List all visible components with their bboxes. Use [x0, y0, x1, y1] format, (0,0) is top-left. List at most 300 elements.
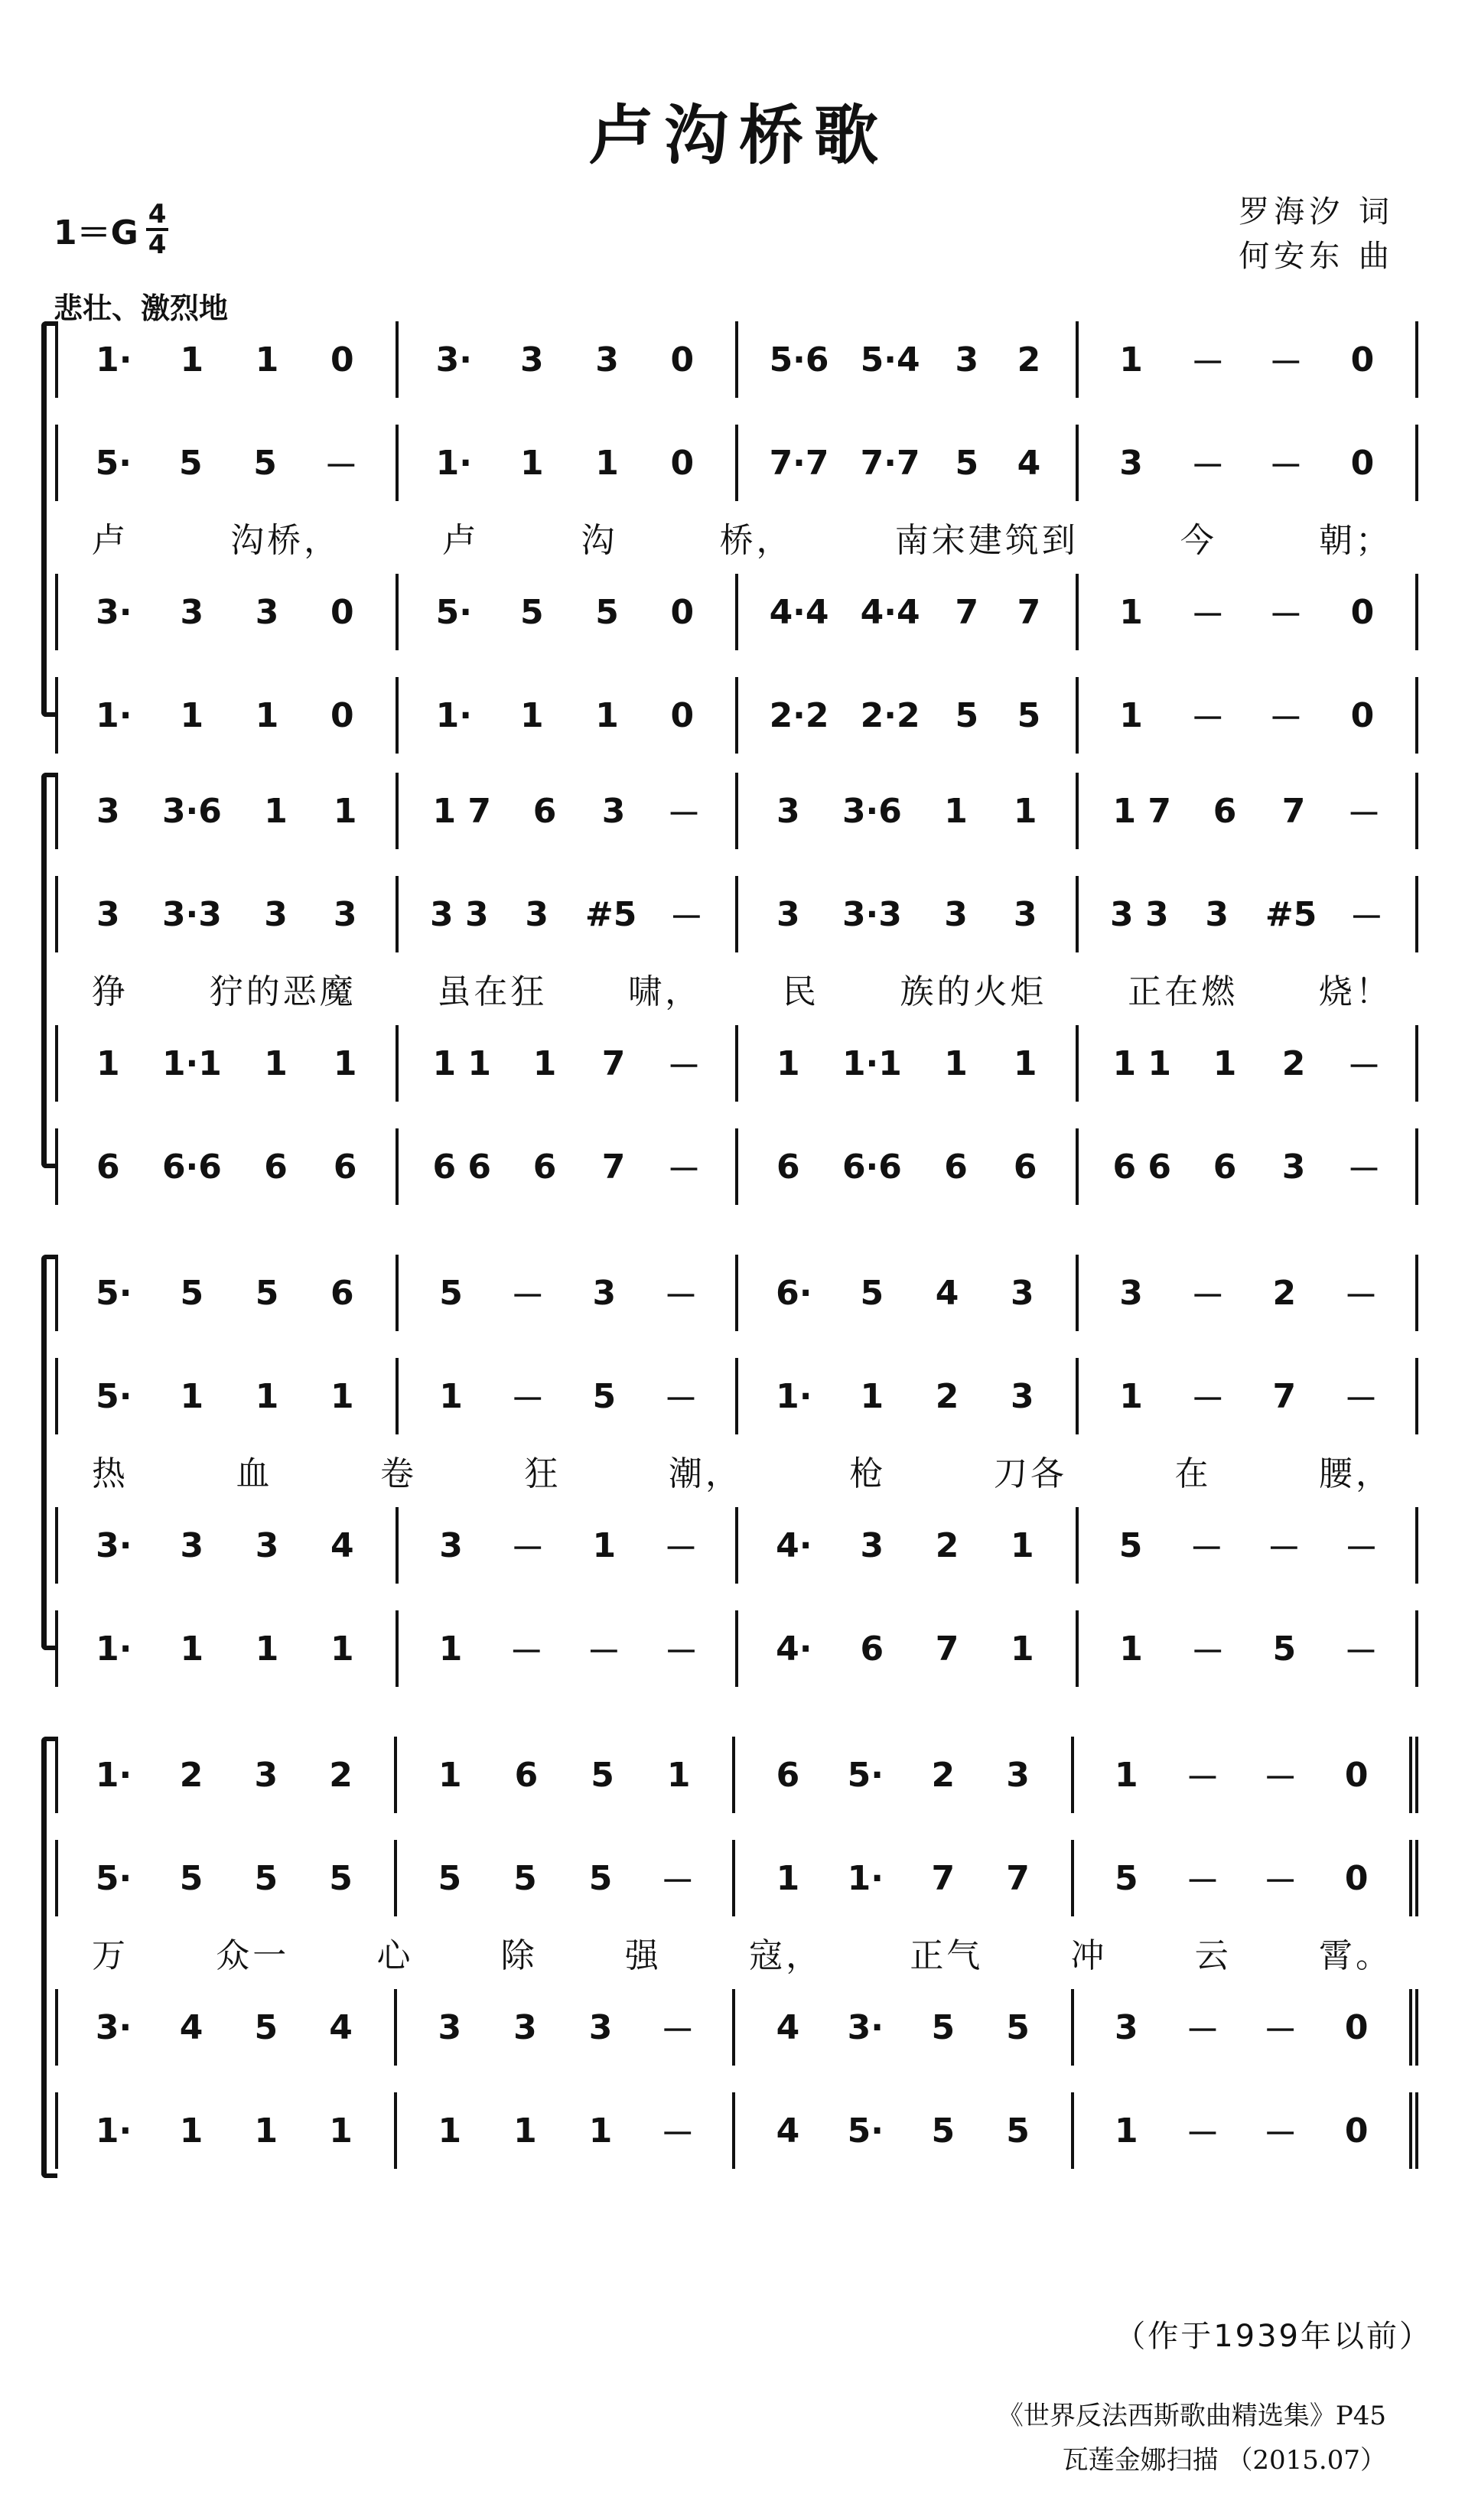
note: 5: [439, 1273, 463, 1313]
note: 0: [670, 443, 695, 483]
note: 0: [330, 592, 354, 632]
note: 6: [514, 1755, 539, 1795]
lyric-word: 强: [624, 1936, 662, 1975]
note: 6: [776, 1755, 800, 1795]
note: 3: [1281, 1147, 1306, 1187]
note: 1·1: [842, 1043, 902, 1083]
lyrics-line: [92, 513, 1392, 566]
note: 6: [532, 1147, 557, 1187]
note: 5: [860, 1273, 884, 1313]
measure: [1074, 2092, 1419, 2169]
note: 3·6: [842, 791, 902, 831]
tempo-marking: 悲壮、激烈地: [54, 291, 229, 325]
note: 3: [519, 340, 544, 379]
note: 6: [776, 1147, 800, 1187]
note: 3·: [847, 2007, 884, 2047]
note: 1: [333, 791, 357, 831]
note: 0: [1350, 340, 1375, 379]
note: －: [1190, 1277, 1225, 1316]
note: －: [510, 1380, 545, 1419]
lyric-word: 烧！: [1318, 972, 1392, 1011]
note: 4·: [776, 1629, 812, 1669]
measure: [58, 1507, 399, 1584]
lyric-word: 虽在狂: [437, 972, 548, 1011]
note: 1: [1115, 1755, 1138, 1795]
lyric-word: 云: [1194, 1936, 1232, 1975]
note: －: [1263, 1759, 1297, 1798]
lyric-word: 除: [500, 1936, 538, 1975]
note: 3: [1119, 443, 1143, 483]
note: 5·6: [769, 340, 829, 379]
lyric-word: 刀各: [994, 1454, 1067, 1493]
note: 5·: [95, 443, 132, 483]
note: 1: [180, 1629, 204, 1669]
measure: [397, 1840, 736, 1916]
note: 0: [1344, 2007, 1369, 2047]
note: 4: [329, 2007, 353, 2047]
note: 2·2: [860, 695, 920, 735]
note: 5: [595, 592, 619, 632]
measure: [399, 876, 739, 952]
note: 7·7: [769, 443, 829, 483]
measure: [58, 1128, 399, 1205]
measure: [58, 321, 399, 398]
measure: [1079, 425, 1419, 501]
note: 0: [1350, 592, 1375, 632]
note: 1: [588, 2111, 613, 2150]
note: 5: [931, 2111, 955, 2150]
measure: [58, 574, 399, 650]
note: －: [1263, 2011, 1297, 2050]
note: 3: [180, 1525, 204, 1565]
note: 1: [1011, 1629, 1034, 1669]
note: 2: [1017, 340, 1041, 379]
note: 1: [96, 1043, 120, 1083]
measure: [1079, 1610, 1419, 1687]
note: 3: [439, 1525, 463, 1565]
note: 3: [1011, 1376, 1034, 1416]
note: 1: [1013, 791, 1037, 831]
note: 5: [1006, 2111, 1030, 2150]
note: 1: [1011, 1525, 1034, 1565]
note: 6: [1213, 1147, 1237, 1187]
note: 3·: [96, 1525, 132, 1565]
measure: [399, 1255, 739, 1331]
lyric-word: 狂: [524, 1454, 562, 1493]
note: 2·2: [769, 695, 829, 735]
note: －: [1190, 699, 1225, 738]
note: －: [1268, 596, 1303, 635]
lyrics-line: [92, 964, 1392, 1017]
note: －: [1343, 1633, 1378, 1672]
lyric-word: 沟桥，: [230, 521, 341, 560]
note: －: [1190, 343, 1225, 383]
measure: [738, 425, 1079, 501]
note: 1·: [95, 2111, 132, 2150]
measure: [1079, 773, 1419, 849]
note: 1: [860, 1376, 884, 1416]
note: －: [1347, 1151, 1381, 1190]
note: 3: [1205, 894, 1229, 934]
note: 1: [666, 1755, 691, 1795]
note: －: [667, 795, 701, 834]
lyric-word: 桥，: [719, 521, 793, 560]
note: 5: [955, 695, 979, 735]
note: －: [663, 1277, 698, 1316]
note: 0: [1344, 1858, 1369, 1898]
staff-row: [55, 1128, 1418, 1205]
measure: [1079, 1507, 1419, 1584]
note: 3: [592, 1273, 617, 1313]
measure: [1079, 876, 1419, 952]
note: 1: [776, 1043, 800, 1083]
composer: 何安东 曲: [1239, 239, 1394, 274]
measure: [58, 677, 399, 754]
note: 5: [179, 1858, 203, 1898]
note: 5·: [435, 592, 472, 632]
measure: [399, 677, 739, 754]
staff-row: [55, 677, 1418, 754]
note: 1: [1013, 1043, 1037, 1083]
note: 1: [513, 2111, 537, 2150]
measure: [1079, 677, 1419, 754]
measure: [399, 773, 739, 849]
note: 0: [1350, 443, 1375, 483]
lyric-word: 在: [1174, 1454, 1212, 1493]
staff-row: [55, 1840, 1418, 1916]
lyric-word: 潮，: [669, 1454, 742, 1493]
lyric-word: 卢: [442, 521, 480, 560]
measure: [397, 1989, 736, 2066]
note: －: [663, 1529, 698, 1568]
note: 1: [1213, 1043, 1237, 1083]
lyric-word: 众一: [216, 1936, 290, 1975]
note: 5: [955, 443, 979, 483]
note: －: [1190, 596, 1225, 635]
note: 5: [438, 1858, 462, 1898]
note: 2: [1272, 1273, 1297, 1313]
note: 5: [592, 1376, 617, 1416]
note: 7: [601, 1043, 626, 1083]
note: 5: [513, 1858, 537, 1898]
measure: [399, 321, 739, 398]
note: 1·1: [161, 1043, 222, 1083]
staff-row: [55, 1737, 1418, 1813]
measure: [58, 2092, 397, 2169]
note: 7: [955, 592, 979, 632]
measure: [738, 773, 1079, 849]
measure: [735, 1840, 1074, 1916]
lyric-word: 血: [236, 1454, 273, 1493]
measure: [1074, 1840, 1419, 1916]
lyric-word: 正在燃: [1128, 972, 1239, 1011]
time-signature-denominator: 4: [148, 230, 167, 260]
composition-date-note: （作于1939年以前）: [1115, 2319, 1432, 2354]
note: 1: [180, 1376, 204, 1416]
measure: [1079, 1128, 1419, 1205]
lyrics-line: [92, 1446, 1392, 1499]
note: 3: [438, 2007, 462, 2047]
staff-row: [55, 1025, 1418, 1102]
measure: [399, 574, 739, 650]
lyric-word: 啸，: [628, 972, 702, 1011]
note: －: [510, 1529, 545, 1568]
note: 5: [1006, 2007, 1030, 2047]
note: 3·: [435, 340, 472, 379]
note: 5: [931, 2007, 955, 2047]
note: 3: [588, 2007, 613, 2047]
note: 1: [255, 695, 279, 735]
note: 7: [1017, 592, 1041, 632]
measure: [738, 1358, 1079, 1434]
note: 3: [601, 791, 626, 831]
note: 1: [330, 1629, 354, 1669]
note: －: [1268, 343, 1303, 383]
note: 1: [264, 791, 288, 831]
note: 3: [333, 894, 357, 934]
note: 0: [1344, 2111, 1369, 2150]
staff-row: [55, 2092, 1418, 2169]
note: 5·: [847, 2111, 884, 2150]
note: 1: [519, 443, 544, 483]
measure: [399, 1507, 739, 1584]
lyric-word: 冲: [1070, 1936, 1108, 1975]
note: 1 1: [1112, 1043, 1172, 1083]
note: －: [1190, 447, 1225, 486]
note: 5: [1272, 1629, 1297, 1669]
note: 1: [1115, 2111, 1138, 2150]
note: －: [509, 1633, 544, 1672]
lyric-word: 今: [1180, 521, 1217, 560]
lyric-word: 心: [376, 1936, 414, 1975]
note: 5: [519, 592, 544, 632]
measure: [397, 2092, 736, 2169]
note: －: [1263, 1862, 1297, 1901]
note: 1: [255, 1629, 279, 1669]
lyric-word: 寇，: [749, 1936, 823, 1975]
note: 7: [1006, 1858, 1030, 1898]
note: －: [1190, 1380, 1225, 1419]
measure: [738, 876, 1079, 952]
note: 5·: [96, 1273, 132, 1313]
note: －: [663, 1380, 698, 1419]
note: 4: [935, 1273, 959, 1313]
note: 5·: [847, 1755, 884, 1795]
note: 3: [525, 894, 549, 934]
lyric-word: 卷: [380, 1454, 417, 1493]
note: －: [1347, 795, 1381, 834]
note: 3·3: [161, 894, 222, 934]
note: 3: [944, 894, 968, 934]
note: 4: [776, 2007, 800, 2047]
measure: [1079, 321, 1419, 398]
note: 3: [776, 791, 800, 831]
note: 3: [1013, 894, 1037, 934]
note: 3: [1006, 1755, 1030, 1795]
note: 1: [439, 1376, 463, 1416]
note: －: [1268, 699, 1303, 738]
note: 1: [776, 1858, 800, 1898]
note: －: [1343, 1277, 1378, 1316]
note: －: [660, 1862, 695, 1901]
note: 0: [330, 695, 354, 735]
note: －: [667, 1151, 701, 1190]
note: 1: [255, 340, 279, 379]
note: 1: [592, 1525, 617, 1565]
note: 3: [1011, 1273, 1034, 1313]
note: 3: [955, 340, 979, 379]
note: 1·: [96, 1629, 132, 1669]
note: 5·: [96, 1376, 132, 1416]
note: －: [1349, 898, 1384, 937]
note: 5: [255, 1273, 279, 1313]
note: 3: [1115, 2007, 1138, 2047]
note: 1: [438, 2111, 462, 2150]
note: 0: [670, 592, 695, 632]
note: 6: [96, 1147, 120, 1187]
measure: [1074, 1989, 1419, 2066]
measure: [399, 1358, 739, 1434]
note: 0: [1350, 695, 1375, 735]
note: －: [1267, 1529, 1301, 1568]
note: 1·: [96, 695, 132, 735]
note: －: [1190, 1633, 1225, 1672]
note: 3: [96, 894, 120, 934]
note: 1: [255, 1376, 279, 1416]
note: 5·: [95, 1858, 132, 1898]
note: 3: [255, 1525, 279, 1565]
note: －: [1185, 1862, 1219, 1901]
note: 7·7: [860, 443, 920, 483]
lyric-word: 民: [782, 972, 819, 1011]
note: 1: [1119, 340, 1143, 379]
note: 1·: [435, 695, 472, 735]
note: 7: [1281, 791, 1306, 831]
note: －: [660, 2115, 695, 2154]
note: 4: [179, 2007, 203, 2047]
note: 6: [532, 791, 557, 831]
note: 1: [329, 2111, 353, 2150]
note: 1: [595, 443, 619, 483]
note: 1: [180, 340, 204, 379]
staff-row: [55, 773, 1418, 849]
note: 6: [333, 1147, 357, 1187]
note: 5: [329, 1858, 353, 1898]
note: 3: [513, 2007, 537, 2047]
note: 1: [330, 1376, 354, 1416]
note: 5: [588, 1858, 613, 1898]
note: －: [1185, 1759, 1219, 1798]
key-signature: [54, 200, 168, 259]
note: 2: [931, 1755, 955, 1795]
note: 3: [180, 592, 204, 632]
note: 4·4: [860, 592, 920, 632]
note: 1·: [95, 1755, 132, 1795]
note: 6: [860, 1629, 884, 1669]
key-label: 1＝G: [54, 213, 138, 252]
measure: [738, 677, 1079, 754]
lyric-word: 腰，: [1319, 1454, 1392, 1493]
note: 6: [1013, 1147, 1037, 1187]
note: －: [660, 2011, 695, 2050]
note: 7: [935, 1629, 959, 1669]
note: 1·: [96, 340, 132, 379]
note: 3: [264, 894, 288, 934]
note: 1: [944, 1043, 968, 1083]
measure: [738, 1507, 1079, 1584]
measure: [58, 1840, 397, 1916]
lyric-word: 正气: [910, 1936, 984, 1975]
note: 3: [96, 791, 120, 831]
note: 3 3: [1110, 894, 1169, 934]
measure: [58, 1255, 399, 1331]
lyric-word: 狞的恶魔: [209, 972, 356, 1011]
note: 3: [254, 1755, 278, 1795]
lyric-word: 族的火炬: [900, 972, 1047, 1011]
measure: [58, 1610, 399, 1687]
note: 1 7: [1112, 791, 1172, 831]
note: 6: [944, 1147, 968, 1187]
measure: [397, 1737, 736, 1813]
note: 5: [178, 443, 203, 483]
note: 1: [333, 1043, 357, 1083]
lyric-word: 沟: [581, 521, 618, 560]
lyrics-line: [92, 1928, 1392, 1981]
measure: [1079, 1358, 1419, 1434]
measure: [738, 1025, 1079, 1102]
measure: [738, 1255, 1079, 1331]
measure: [399, 425, 739, 501]
note: 1·: [776, 1376, 812, 1416]
note: 5·4: [860, 340, 920, 379]
note: 3: [776, 894, 800, 934]
note: 3·: [96, 592, 132, 632]
note: 3: [1119, 1273, 1143, 1313]
note: 6: [330, 1273, 354, 1313]
note: 1: [1119, 1629, 1143, 1669]
note: 4: [776, 2111, 800, 2150]
note: 4·: [776, 1525, 812, 1565]
note: 6·: [776, 1273, 812, 1313]
note: －: [667, 1047, 701, 1086]
note: 0: [330, 340, 354, 379]
note: 2: [329, 1755, 353, 1795]
note: －: [1268, 447, 1303, 486]
note: 1: [438, 1755, 462, 1795]
note: －: [1343, 1380, 1378, 1419]
note: 2: [179, 1755, 203, 1795]
measure: [58, 1025, 399, 1102]
note: 5: [591, 1755, 614, 1795]
staff-row: [55, 574, 1418, 650]
note: 1·: [847, 1858, 884, 1898]
note: 1: [1119, 592, 1143, 632]
note: 3: [255, 592, 279, 632]
note: 1: [254, 2111, 278, 2150]
measure: [1079, 1255, 1419, 1331]
staff-row: [55, 876, 1418, 952]
page-title: 卢沟桥歌: [588, 98, 889, 173]
scan-credit: 瓦莲金娜扫描 （2015.07）: [1062, 2445, 1386, 2476]
staff-row: [55, 1989, 1418, 2066]
measure: [58, 1989, 397, 2066]
note: 1: [1119, 695, 1143, 735]
measure: [738, 1610, 1079, 1687]
note: 3·3: [842, 894, 902, 934]
measure: [735, 1737, 1074, 1813]
source-citation: 《世界反法西斯歌曲精选集》P45: [997, 2401, 1386, 2431]
note: 7: [931, 1858, 955, 1898]
